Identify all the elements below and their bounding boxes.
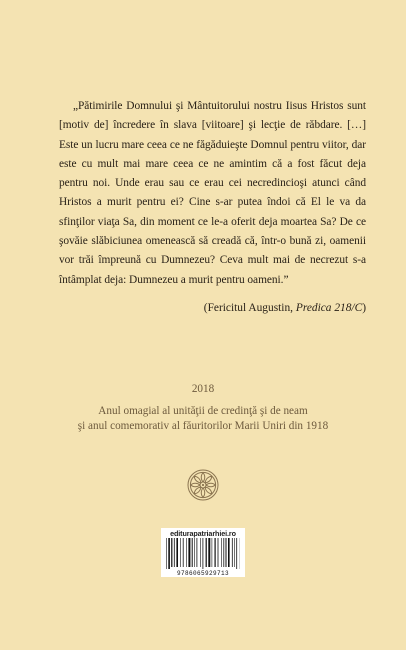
barcode-bar bbox=[200, 538, 201, 567]
barcode-bar bbox=[186, 538, 187, 567]
barcode-bar bbox=[236, 538, 237, 569]
quote-attribution bbox=[204, 300, 366, 316]
barcode-bar bbox=[206, 538, 207, 567]
barcode-bar bbox=[234, 538, 235, 567]
barcode-bar bbox=[215, 538, 216, 567]
barcode-bar bbox=[176, 538, 178, 567]
barcode-bar bbox=[228, 538, 230, 567]
commemoration-block bbox=[0, 382, 406, 435]
barcode-bar bbox=[218, 538, 219, 567]
quote-text: „Pătimirile Domnului şi Mântuitorului nostru Iisus Hristos sunt [motiv de] încredere în slava [viitoare] şi lecţie de răbdare. […] Este un lucru mare ceea ce ne făgăduieşte Domnul pentru viitor, dar este cu mult mai mare ceea ce ne amintim că a fost făcut deja pentru noi. Unde erau sau ce erau cei necredincioşi atunci când Hristos a murit pentru ei? Cine s-ar putea îndoi că El le va da sfinţilor viaţa Sa, din moment ce le-a oferit deja moartea Sa? De ce şovăie slăbiciunea omenească să creadă că, într-o bună zi, oamenii vor trăi împreună cu Dumnezeu? Ceva mult mai de necrezut s-a întâmplat deja: Dumnezeu a murit pentru oameni.” bbox=[59, 100, 366, 286]
barcode-bar bbox=[208, 538, 210, 567]
publisher-website: editurapatriarhiei.ro bbox=[170, 529, 236, 538]
attribution-work: Predica 218/C bbox=[295, 302, 363, 314]
barcode-bar bbox=[171, 538, 172, 567]
barcode-bar bbox=[232, 538, 233, 567]
barcode-bar bbox=[212, 538, 213, 567]
barcode-bar bbox=[192, 538, 193, 567]
rosette-icon bbox=[187, 469, 219, 501]
barcode-bar bbox=[183, 538, 184, 567]
barcode-bar bbox=[166, 538, 167, 569]
barcode-bar bbox=[194, 538, 195, 567]
barcode-bar bbox=[168, 538, 170, 569]
barcode-bar bbox=[226, 538, 227, 567]
barcode-bars bbox=[166, 538, 240, 569]
barcode-bar bbox=[180, 538, 181, 567]
barcode-bar bbox=[221, 538, 222, 567]
barcode-number: 9786065929713 bbox=[176, 570, 229, 577]
barcode-bar bbox=[197, 538, 198, 567]
commemoration-line-2: şi anul comemorativ al făuritorilor Marii Uniri din 1918 bbox=[77, 420, 329, 432]
barcode-bar bbox=[188, 538, 190, 567]
attribution-close: ) bbox=[362, 302, 366, 314]
attribution-author: (Fericitul Augustin, bbox=[203, 302, 296, 314]
barcode-bar bbox=[223, 538, 224, 567]
commemoration-year: 2018 bbox=[191, 383, 215, 395]
commemoration-line-1: Anul omagial al unităţii de credinţă şi de neam bbox=[98, 404, 308, 417]
barcode-bar bbox=[203, 538, 204, 569]
barcode-panel bbox=[161, 528, 245, 577]
barcode-bar bbox=[174, 538, 175, 567]
